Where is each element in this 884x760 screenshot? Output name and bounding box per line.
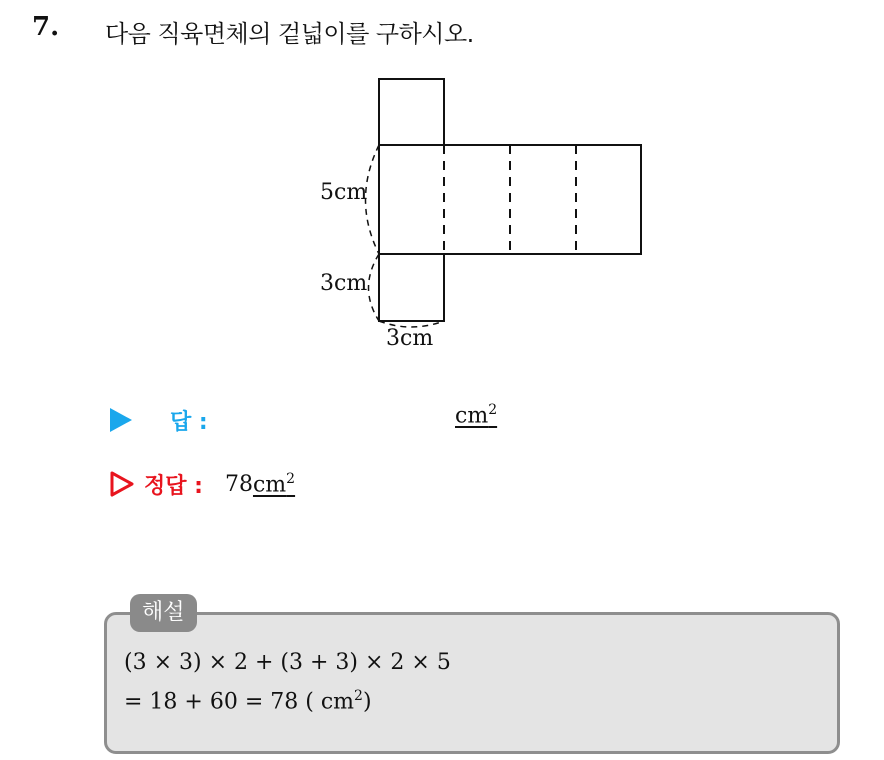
explanation-line-2-prefix: = 18 + 60 = 78 ( cm (124, 689, 355, 715)
dimension-arc-depth (369, 254, 380, 321)
explanation-line-2 (124, 688, 372, 714)
explanation-line-2-exponent: 2 (354, 688, 363, 704)
correct-answer-row (110, 468, 295, 500)
net-bottom-face (379, 254, 444, 321)
correct-label: 정답 : (144, 473, 203, 499)
explanation-line-2-suffix: ) (362, 689, 372, 715)
correct-unit-wrap (253, 471, 295, 497)
label-width: 3cm (386, 326, 434, 351)
play-marker-icon (110, 408, 132, 432)
correct-unit-exponent: 2 (286, 470, 296, 487)
answer-row (110, 404, 208, 436)
question-number: 7. (32, 12, 60, 42)
label-depth: 3cm (320, 271, 368, 296)
answer-label: 답 : (170, 409, 208, 435)
explanation-box (104, 612, 840, 754)
answer-unit-exponent: 2 (488, 402, 498, 418)
explanation-tag: 해설 (130, 594, 197, 632)
correct-unit: cm (252, 472, 287, 498)
correct-value: 78 (224, 471, 253, 497)
answer-blank[interactable] (455, 402, 497, 428)
answer-unit: cm (455, 403, 489, 429)
dimension-arc-height (366, 145, 380, 254)
explanation-line-1: (3 × 3) × 2 + (3 + 3) × 2 × 5 (124, 650, 451, 675)
net-top-face (379, 79, 444, 145)
label-height: 5cm (320, 180, 368, 205)
play-outline-icon (110, 471, 134, 497)
question-text: 다음 직육면체의 겉넓이를 구하시오. (105, 20, 474, 48)
